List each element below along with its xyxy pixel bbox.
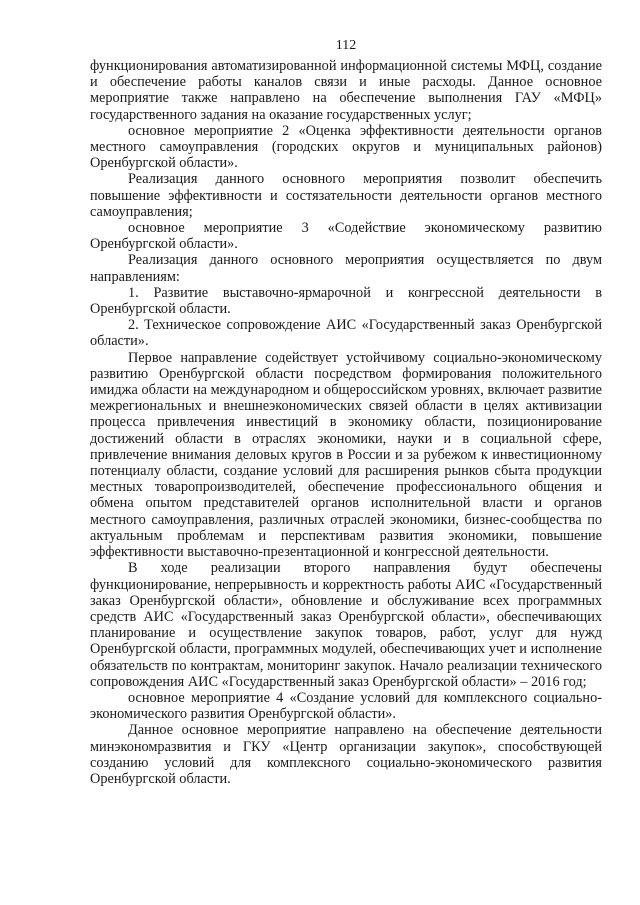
paragraph-measure-3: основное мероприятие 3 «Содействие экономическому развитию Оренбургской области». bbox=[90, 220, 602, 253]
list-item-direction-2: 2. Техническое сопровождение АИС «Государственный заказ Оренбургской области». bbox=[90, 317, 602, 350]
paragraph-measure-4-description: Данное основное мероприятие направлено на обеспечение деятельности минэкономразвития и ГКУ «Центр организации закупок», способствующей созданию условий для комплексного социально-экономического развития Оренбургской области. bbox=[90, 722, 602, 787]
paragraph-measure-2-description: Реализация данного основного мероприятия позволит обеспечить повышение эффективности и состязательности деятельности органов местного самоуправления; bbox=[90, 171, 602, 220]
paragraph-measure-4: основное мероприятие 4 «Создание условий для комплексного социально-экономического развития Оренбургской области». bbox=[90, 689, 602, 723]
paragraph-second-direction: В ходе реализации второго направления будут обеспечены функционирование, непрерывность и корректность работы АИС «Государственный заказ Оренбургской области», обновление и обслуживание всех программных средств АИС «Государственный заказ Оренбургской области», обеспечивающих планирование и осуществление закупок товаров, работ, услуг для нужд Оренбургской области, программных модулей, обеспечивающих учет и исполнение обязательств по контрактам, мониторинг закупок. Начало реализации технического сопровождения АИС «Государственный заказ Оренбургской области» – 2016 год; bbox=[90, 560, 602, 690]
list-item-direction-1: 1. Развитие выставочно-ярмарочной и конгрессной деятельности в Оренбургской области. bbox=[90, 284, 602, 318]
paragraph-measure-3-description: Реализация данного основного мероприятия осуществляется по двум направлениям: bbox=[90, 252, 602, 285]
paragraph-continuation: функционирования автоматизированной информационной системы МФЦ, создание и обеспечение работы каналов связи и иные расходы. Данное основное мероприятие также направлено на обеспечение выполнения ГАУ «МФЦ» государственного задания на оказание государственных услуг; bbox=[90, 58, 602, 123]
page-number: 112 bbox=[335, 38, 357, 53]
paragraph-measure-2: основное мероприятие 2 «Оценка эффективности деятельности органов местного самоуправления (городских округов и муниципальных районов) Оренбургской области». bbox=[90, 122, 602, 172]
document-body bbox=[90, 58, 602, 787]
paragraph-first-direction: Первое направление содействует устойчивому социально-экономическому развитию Оренбургской области посредством формирования положительного имиджа области на международном и общероссийском уровнях, включает развитие межрегиональных и внешнеэкономических связей области в целях активизации процесса привлечения инвестиций в экономику области, позиционирование достижений области в отраслях экономики, науки и в социальной сфере, привлечение внимания деловых кругов в России и за рубежом к инвестиционному потенциалу области, создание условий для расширения рынков сбыта продукции местных товаропроизводителей, обеспечение профессионального общения и обмена опытом представителей органов исполнительной власти и органов местного самоуправления, различных отраслей экономики, бизнес-сообщества по актуальным проблемам и перспективам развития экономики, повышение эффективности выставочно-презентационной и конгрессной деятельности. bbox=[90, 349, 602, 561]
